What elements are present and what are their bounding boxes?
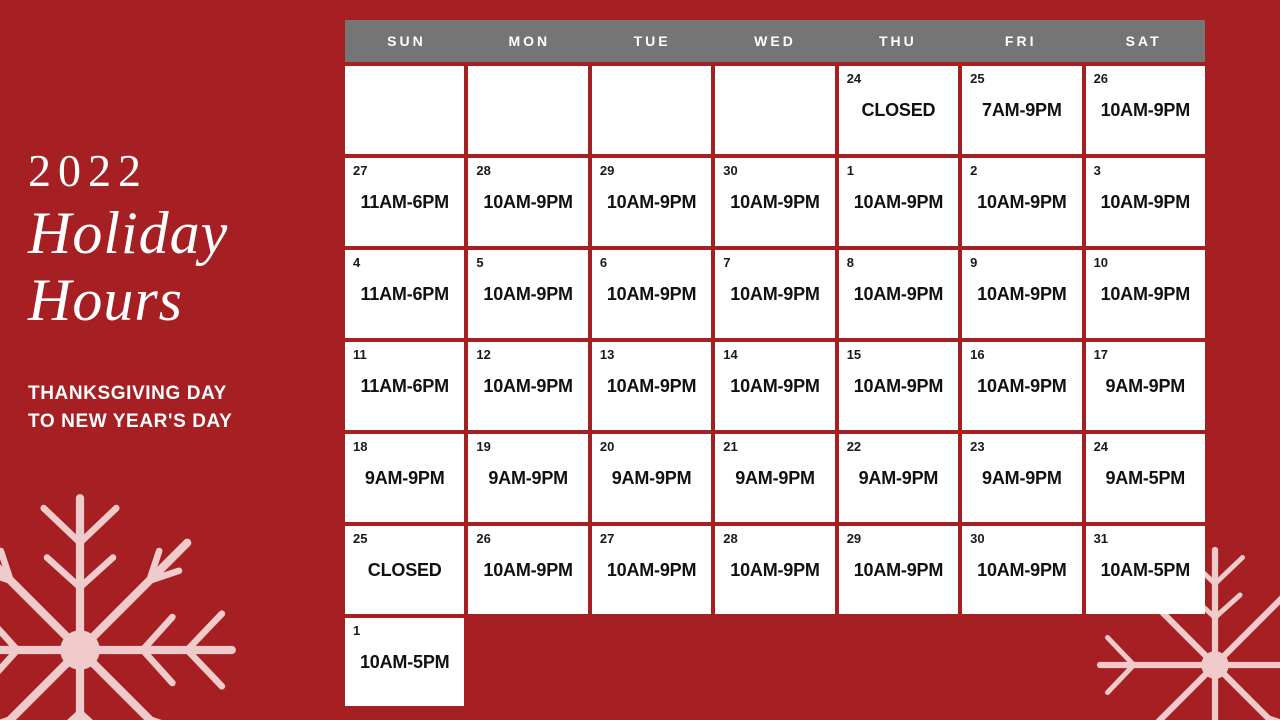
- calendar-day-cell[interactable]: [592, 434, 711, 522]
- day-number: 26: [476, 531, 491, 546]
- day-number: 28: [476, 163, 491, 178]
- day-number: 1: [846, 163, 854, 178]
- day-hours: 10AM-9PM: [730, 376, 820, 396]
- calendar-day-cell[interactable]: [715, 342, 834, 430]
- calendar-day-cell[interactable]: [839, 342, 958, 430]
- day-hours: 9AM-9PM: [364, 468, 445, 488]
- calendar-day-cell[interactable]: [962, 434, 1081, 522]
- calendar-week-row: [345, 158, 1205, 246]
- calendar-week-row: [345, 434, 1205, 522]
- day-hours: 10AM-9PM: [1100, 284, 1190, 304]
- day-hours: 10AM-9PM: [853, 560, 944, 580]
- day-hours: 10AM-9PM: [977, 192, 1067, 212]
- calendar-day-cell[interactable]: [592, 250, 711, 338]
- day-number: 25: [970, 71, 985, 86]
- day-number: 11: [353, 347, 367, 362]
- day-hours: 10AM-9PM: [483, 192, 573, 212]
- calendar: [345, 20, 1205, 710]
- day-hours: 7AM-9PM: [982, 100, 1062, 120]
- day-hours: 10AM-9PM: [606, 192, 697, 212]
- day-hours: 10AM-5PM: [1100, 560, 1190, 580]
- calendar-day-cell[interactable]: [839, 66, 958, 154]
- calendar-day-cell[interactable]: [1086, 250, 1205, 338]
- calendar-week-row: [345, 342, 1205, 430]
- calendar-day-cell[interactable]: [592, 342, 711, 430]
- calendar-day-cell[interactable]: [839, 158, 958, 246]
- day-hours: 10AM-9PM: [853, 376, 944, 396]
- day-number: 28: [723, 531, 738, 546]
- calendar-week-row: [345, 66, 1205, 154]
- subtitle-line-1: THANKSGIVING DAY: [28, 383, 227, 404]
- day-number: 29: [846, 531, 862, 546]
- calendar-day-cell[interactable]: [468, 158, 587, 246]
- calendar-day-cell[interactable]: [962, 158, 1081, 246]
- calendar-day-cell[interactable]: [345, 618, 464, 706]
- calendar-day-cell[interactable]: [345, 434, 464, 522]
- day-hours: 10AM-9PM: [1100, 192, 1190, 212]
- poster-title: [28, 145, 328, 334]
- day-number: 16: [970, 347, 985, 362]
- calendar-empty-cell: [592, 618, 711, 706]
- day-number: 6: [599, 255, 608, 270]
- day-number: 27: [353, 163, 368, 178]
- calendar-week-row: [345, 250, 1205, 338]
- day-number: 30: [970, 531, 985, 546]
- weekday-sun: SUN: [387, 33, 426, 49]
- calendar-day-cell[interactable]: [345, 526, 464, 614]
- calendar-day-cell[interactable]: [1086, 66, 1205, 154]
- calendar-day-cell[interactable]: [1086, 434, 1205, 522]
- calendar-day-cell[interactable]: [715, 526, 834, 614]
- day-number: 12: [476, 347, 491, 362]
- day-number: 29: [599, 163, 615, 178]
- weekday-mon: MON: [508, 33, 551, 49]
- calendar-day-cell[interactable]: [1086, 158, 1205, 246]
- day-number: 7: [723, 255, 731, 270]
- day-hours: 10AM-9PM: [730, 284, 820, 304]
- calendar-empty-cell: [468, 66, 587, 154]
- calendar-day-cell[interactable]: [345, 250, 464, 338]
- day-hours: 10AM-9PM: [853, 192, 944, 212]
- day-number: 18: [353, 439, 368, 454]
- day-number: 1: [353, 623, 361, 638]
- weekday-header-row: [345, 20, 1205, 62]
- day-number: 30: [723, 163, 738, 178]
- day-hours: 10AM-9PM: [606, 376, 697, 396]
- day-hours: 10AM-9PM: [483, 284, 573, 304]
- calendar-empty-cell: [1086, 618, 1205, 706]
- day-hours: 9AM-9PM: [1105, 376, 1186, 396]
- calendar-day-cell[interactable]: [839, 250, 958, 338]
- day-hours: 11AM-6PM: [360, 376, 449, 396]
- day-number: 23: [970, 439, 985, 454]
- day-number: 8: [846, 255, 854, 270]
- weekday-fri: FRI: [1004, 33, 1037, 49]
- calendar-empty-cell: [715, 66, 834, 154]
- day-number: 9: [970, 255, 978, 270]
- snowflake-icon: [0, 485, 245, 720]
- day-number: 27: [599, 531, 615, 546]
- calendar-day-cell[interactable]: [839, 434, 958, 522]
- day-hours: 9AM-9PM: [735, 468, 815, 488]
- calendar-weeks: [345, 66, 1205, 706]
- calendar-day-cell[interactable]: [715, 434, 834, 522]
- calendar-empty-cell: [715, 618, 834, 706]
- day-number: 15: [846, 347, 862, 362]
- calendar-day-cell[interactable]: [468, 342, 587, 430]
- calendar-day-cell[interactable]: [468, 526, 587, 614]
- year-text: 2022: [28, 145, 148, 196]
- left-panel: [0, 0, 345, 720]
- day-hours: 10AM-9PM: [483, 560, 573, 580]
- title-line-1: Holiday: [28, 200, 229, 266]
- calendar-day-cell[interactable]: [1086, 526, 1205, 614]
- weekday-sat: SAT: [1125, 33, 1162, 49]
- day-hours: 9AM-9PM: [488, 468, 568, 488]
- calendar-day-cell[interactable]: [715, 158, 834, 246]
- day-hours: 10AM-9PM: [1100, 100, 1190, 120]
- day-number: 14: [723, 347, 738, 362]
- day-number: 5: [476, 255, 484, 270]
- subtitle-line-2: TO NEW YEAR'S DAY: [28, 410, 233, 432]
- calendar-day-cell[interactable]: [1086, 342, 1205, 430]
- day-hours: 9AM-9PM: [611, 468, 692, 488]
- calendar-day-cell[interactable]: [468, 434, 587, 522]
- calendar-empty-cell: [962, 618, 1081, 706]
- weekday-tue: TUE: [633, 33, 671, 49]
- day-hours: 10AM-9PM: [977, 284, 1067, 304]
- day-hours: 10AM-9PM: [853, 284, 944, 304]
- subtitle: [28, 380, 328, 435]
- weekday-thu: THU: [878, 33, 917, 49]
- day-number: 24: [846, 71, 862, 86]
- day-number: 10: [1093, 255, 1109, 270]
- day-hours: 10AM-9PM: [606, 284, 697, 304]
- day-number: 25: [353, 531, 368, 546]
- calendar-empty-cell: [345, 66, 464, 154]
- day-number: 17: [1093, 347, 1109, 362]
- calendar-day-cell[interactable]: [839, 526, 958, 614]
- day-hours: 11AM-6PM: [360, 192, 449, 212]
- calendar-week-row: [345, 618, 1205, 706]
- day-hours: 10AM-9PM: [977, 376, 1067, 396]
- calendar-day-cell[interactable]: [962, 66, 1081, 154]
- day-number: 21: [723, 439, 738, 454]
- day-number: 22: [846, 439, 862, 454]
- day-number: 31: [1093, 531, 1109, 546]
- weekday-wed: WED: [754, 33, 796, 49]
- day-number: 4: [353, 255, 361, 270]
- calendar-day-cell[interactable]: [345, 342, 464, 430]
- calendar-day-cell[interactable]: [962, 342, 1081, 430]
- day-number: 24: [1093, 439, 1109, 454]
- day-hours: 10AM-9PM: [730, 192, 820, 212]
- day-hours: 9AM-5PM: [1105, 468, 1186, 488]
- calendar-week-row: [345, 526, 1205, 614]
- day-hours: 9AM-9PM: [982, 468, 1062, 488]
- calendar-day-cell[interactable]: [592, 526, 711, 614]
- day-number: 2: [970, 163, 978, 178]
- day-hours: 9AM-9PM: [858, 468, 939, 488]
- day-number: 20: [599, 439, 615, 454]
- calendar-empty-cell: [468, 618, 587, 706]
- day-number: 26: [1093, 71, 1109, 86]
- day-hours: 10AM-9PM: [730, 560, 820, 580]
- day-hours: CLOSED: [367, 560, 442, 580]
- day-hours: CLOSED: [861, 100, 936, 120]
- calendar-day-cell[interactable]: [962, 250, 1081, 338]
- calendar-empty-cell: [839, 618, 958, 706]
- day-number: 19: [476, 439, 491, 454]
- day-hours: 10AM-5PM: [360, 652, 450, 672]
- calendar-day-cell[interactable]: [345, 158, 464, 246]
- day-number: 3: [1093, 163, 1101, 178]
- calendar-day-cell[interactable]: [468, 250, 587, 338]
- day-number: 13: [599, 347, 615, 362]
- calendar-empty-cell: [592, 66, 711, 154]
- day-hours: 11AM-6PM: [360, 284, 449, 304]
- day-hours: 10AM-9PM: [483, 376, 573, 396]
- calendar-day-cell[interactable]: [962, 526, 1081, 614]
- calendar-day-cell[interactable]: [592, 158, 711, 246]
- day-hours: 10AM-9PM: [606, 560, 697, 580]
- day-hours: 10AM-9PM: [977, 560, 1067, 580]
- title-line-2: Hours: [28, 267, 184, 334]
- calendar-day-cell[interactable]: [715, 250, 834, 338]
